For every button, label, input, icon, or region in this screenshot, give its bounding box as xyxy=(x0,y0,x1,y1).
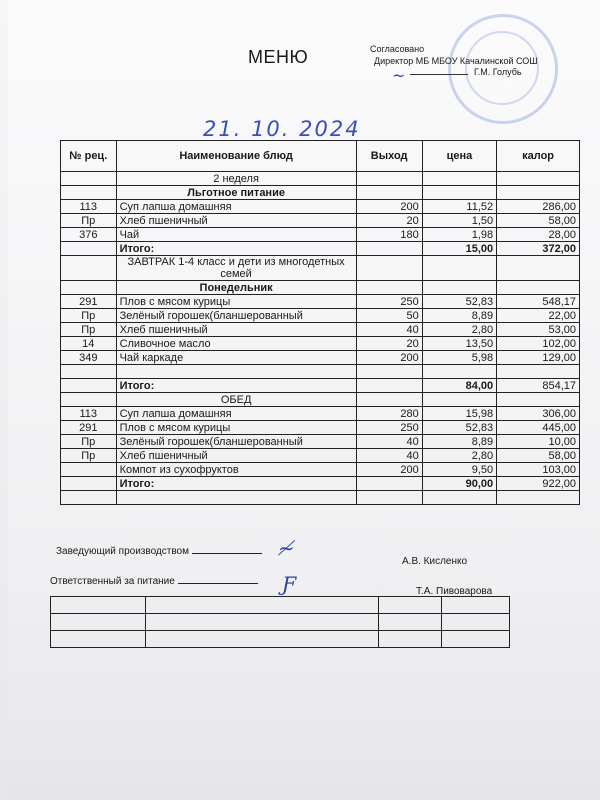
dish-output: 40 xyxy=(356,449,422,463)
dish-price: 9,50 xyxy=(422,463,496,477)
dish-price: 8,89 xyxy=(422,309,496,323)
dish-name: Плов с мясом курицы xyxy=(116,421,356,435)
spacer-row xyxy=(61,365,580,379)
manager-signature-image: ≁ xyxy=(278,536,295,560)
dish-recipe-number: Пр xyxy=(61,449,117,463)
dish-row xyxy=(61,435,580,449)
dish-name: Компот из сухофруктов xyxy=(116,463,356,477)
dish-row xyxy=(61,200,580,214)
menu-date: 21. 10. 2024 xyxy=(203,117,361,141)
section-heading-row xyxy=(61,186,580,200)
dish-calories: 53,00 xyxy=(497,323,580,337)
week-row xyxy=(61,172,580,186)
dish-calories: 28,00 xyxy=(497,228,580,242)
dish-output: 180 xyxy=(356,228,422,242)
dish-recipe-number: 291 xyxy=(61,295,117,309)
dish-name: Хлеб пшеничный xyxy=(116,449,356,463)
dish-price: 52,83 xyxy=(422,421,496,435)
dish-name: Суп лапша домашняя xyxy=(116,200,356,214)
dish-calories: 445,00 xyxy=(497,421,580,435)
dish-row xyxy=(61,337,580,351)
col-price: цена xyxy=(422,141,496,172)
breakfast-rows xyxy=(61,295,580,365)
dish-row xyxy=(61,228,580,242)
dish-calories: 10,00 xyxy=(497,435,580,449)
approval-name: Г.М. Голубь xyxy=(474,67,522,77)
signature-underline xyxy=(410,74,468,75)
dish-calories: 548,17 xyxy=(497,295,580,309)
dish-recipe-number: Пр xyxy=(61,309,117,323)
dish-recipe-number: 376 xyxy=(61,228,117,242)
dish-recipe-number: Пр xyxy=(61,323,117,337)
dish-name: Сливочное масло xyxy=(116,337,356,351)
dish-recipe-number xyxy=(61,463,117,477)
dish-output: 200 xyxy=(356,351,422,365)
dish-recipe-number: Пр xyxy=(61,214,117,228)
week-label: 2 неделя xyxy=(116,172,356,186)
dish-price: 2,80 xyxy=(422,323,496,337)
dish-price: 52,83 xyxy=(422,295,496,309)
approval-label: Согласовано xyxy=(370,44,425,54)
manager-signature-line xyxy=(56,546,262,557)
dish-name: Суп лапша домашняя xyxy=(116,407,356,421)
responsible-signature-image: Ƒ xyxy=(282,572,296,596)
dish-row xyxy=(61,421,580,435)
signature-underline xyxy=(192,553,262,554)
breakfast-heading: ЗАВТРАК 1-4 класс и дети из многодетных семей xyxy=(116,256,356,281)
dish-row xyxy=(61,463,580,477)
responsible-name: Т.А. Пивоварова xyxy=(416,586,493,597)
dish-calories: 286,00 xyxy=(497,200,580,214)
dish-row xyxy=(61,214,580,228)
col-name: Наименование блюд xyxy=(116,141,356,172)
total-label: Итого: xyxy=(116,477,356,491)
dish-output: 40 xyxy=(356,435,422,449)
total-price: 15,00 xyxy=(422,242,496,256)
dish-calories: 306,00 xyxy=(497,407,580,421)
dish-name: Зелёный горошек(бланшерованный xyxy=(116,435,356,449)
col-calories: калор xyxy=(497,141,580,172)
dish-row xyxy=(61,323,580,337)
blank-table xyxy=(50,596,510,648)
dish-name: Зелёный горошек(бланшерованный xyxy=(116,309,356,323)
total-label: Итого: xyxy=(116,379,356,393)
dish-recipe-number: 291 xyxy=(61,421,117,435)
dish-recipe-number: 113 xyxy=(61,200,117,214)
total-price: 84,00 xyxy=(422,379,496,393)
dish-price: 13,50 xyxy=(422,337,496,351)
lunch-heading-row xyxy=(61,393,580,407)
dish-output: 200 xyxy=(356,463,422,477)
total-label: Итого: xyxy=(116,242,356,256)
benefit-total-row xyxy=(61,242,580,256)
dish-calories: 22,00 xyxy=(497,309,580,323)
day-row xyxy=(61,281,580,295)
dish-price: 2,80 xyxy=(422,449,496,463)
dish-price: 1,50 xyxy=(422,214,496,228)
total-calories: 854,17 xyxy=(497,379,580,393)
dish-row xyxy=(61,351,580,365)
dish-output: 200 xyxy=(356,200,422,214)
dish-recipe-number: 14 xyxy=(61,337,117,351)
dish-price: 8,89 xyxy=(422,435,496,449)
lunch-heading: ОБЕД xyxy=(116,393,356,407)
dish-price: 1,98 xyxy=(422,228,496,242)
menu-table xyxy=(60,140,580,505)
dish-calories: 103,00 xyxy=(497,463,580,477)
signature-underline xyxy=(178,583,258,584)
dish-name: Чай xyxy=(116,228,356,242)
dish-price: 15,98 xyxy=(422,407,496,421)
dish-row xyxy=(61,295,580,309)
dish-output: 40 xyxy=(356,323,422,337)
dish-calories: 58,00 xyxy=(497,449,580,463)
benefit-rows xyxy=(61,200,580,242)
dish-row xyxy=(61,407,580,421)
dish-output: 250 xyxy=(356,421,422,435)
dish-recipe-number: 113 xyxy=(61,407,117,421)
dish-name: Плов с мясом курицы xyxy=(116,295,356,309)
total-calories: 372,00 xyxy=(497,242,580,256)
breakfast-total-row xyxy=(61,379,580,393)
dish-name: Хлеб пшеничный xyxy=(116,214,356,228)
director-signature-image: ~ xyxy=(392,66,406,85)
benefit-heading: Льготное питание xyxy=(116,186,356,200)
dish-output: 50 xyxy=(356,309,422,323)
dish-price: 5,98 xyxy=(422,351,496,365)
dish-output: 20 xyxy=(356,214,422,228)
dish-calories: 129,00 xyxy=(497,351,580,365)
spacer-row xyxy=(61,491,580,505)
dish-output: 250 xyxy=(356,295,422,309)
dish-row xyxy=(61,309,580,323)
responsible-signature-line xyxy=(50,576,258,587)
dish-calories: 58,00 xyxy=(497,214,580,228)
page-title: МЕНЮ xyxy=(248,47,309,67)
manager-label: Заведующий производством xyxy=(56,546,189,557)
day-label: Понедельник xyxy=(116,281,356,295)
dish-price: 11,52 xyxy=(422,200,496,214)
dish-row xyxy=(61,449,580,463)
approval-signature-line xyxy=(410,67,538,79)
table-header xyxy=(61,141,580,172)
approval-director: Директор МБ МБОУ Качалинской СОШ xyxy=(374,55,538,66)
col-recipe: № рец. xyxy=(61,141,117,172)
responsible-label: Ответственный за питание xyxy=(50,576,175,587)
dish-output: 20 xyxy=(356,337,422,351)
total-price: 90,00 xyxy=(422,477,496,491)
dish-recipe-number: Пр xyxy=(61,435,117,449)
dish-name: Чай каркаде xyxy=(116,351,356,365)
dish-calories: 102,00 xyxy=(497,337,580,351)
dish-name: Хлеб пшеничный xyxy=(116,323,356,337)
lunch-rows xyxy=(61,407,580,477)
total-calories: 922,00 xyxy=(497,477,580,491)
col-output: Выход xyxy=(356,141,422,172)
dish-output: 280 xyxy=(356,407,422,421)
breakfast-heading-row xyxy=(61,256,580,281)
manager-name: А.В. Кисленко xyxy=(402,556,468,567)
lunch-total-row xyxy=(61,477,580,491)
dish-recipe-number: 349 xyxy=(61,351,117,365)
